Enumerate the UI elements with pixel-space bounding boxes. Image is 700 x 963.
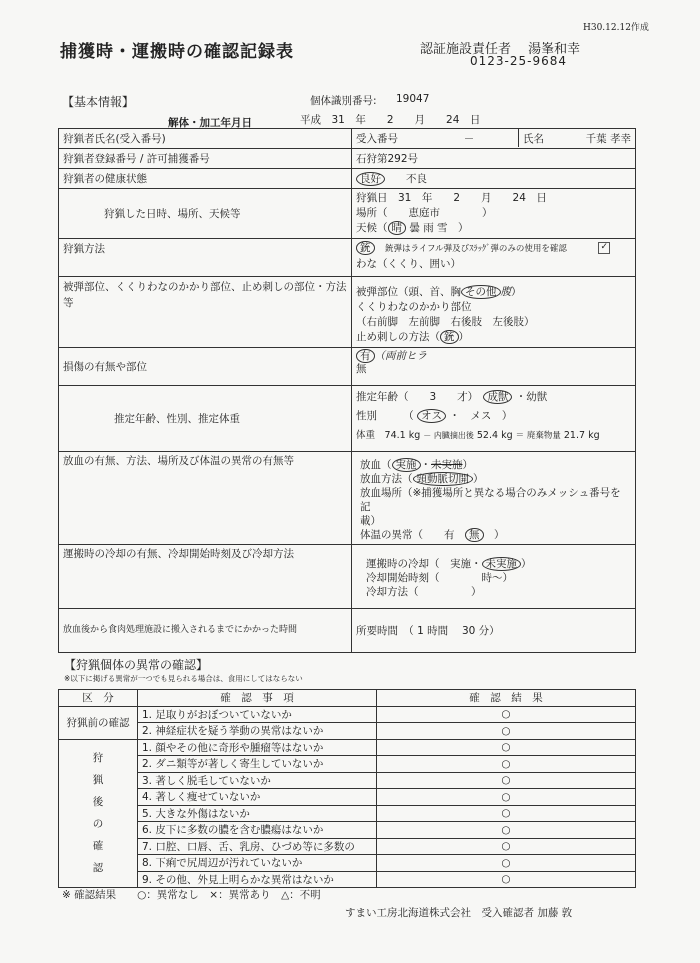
adult: 成獣 xyxy=(483,390,512,404)
injury-label: 損傷の有無や部位 xyxy=(59,348,352,386)
bleed-place: 放血場所（※捕獲場所と異なる場合のみメッシュ番号を記 xyxy=(360,487,621,513)
col-category: 区 分 xyxy=(59,690,138,707)
female: ・ メス ） xyxy=(449,410,513,422)
gun: 銃 xyxy=(356,241,375,255)
item-8: 6. 皮下に多数の膿を含む膿瘍はないか xyxy=(138,822,377,839)
item-11: 9. その他、外見上明らかな異常はないか xyxy=(138,871,377,888)
shot3: （右前脚 左前脚 右後肢 左後肢） xyxy=(356,316,535,328)
blood-label: 放血の有無、方法、場所及び体温の異常の有無等 xyxy=(59,452,352,545)
gun-note: 銃弾はライフル弾及びｽﾗｯｸﾞ弾のみの使用を確認 xyxy=(385,244,567,254)
result-8[interactable]: ○ xyxy=(377,822,636,839)
injury-no: 無 xyxy=(356,363,367,375)
result-4[interactable]: ○ xyxy=(377,756,636,773)
name-value: 千葉 孝幸 xyxy=(585,133,631,145)
item-7: 5. 大きな外傷はないか xyxy=(138,805,377,822)
phone: 0123-25-9684 xyxy=(470,54,568,68)
health-label: 狩猟者の健康状態 xyxy=(59,169,352,189)
result-1[interactable]: ○ xyxy=(377,706,636,723)
result-7[interactable]: ○ xyxy=(377,805,636,822)
cool-no: 未実施 xyxy=(482,557,522,571)
health-good: 良好 xyxy=(356,172,385,186)
injury-yes: 有 xyxy=(356,349,375,363)
est-label: 推定年齢、性別、推定体重 xyxy=(59,386,352,452)
male: オス xyxy=(417,409,446,423)
item-5: 3. 著しく脱毛していないか xyxy=(138,772,377,789)
hunt-dt-label: 狩猟した日時、場所、天候等 xyxy=(59,189,352,239)
check-table xyxy=(58,689,636,888)
post-check-label: 狩 猟 後 の 確 認 xyxy=(59,739,138,888)
bleed-method: 頸動脈切開 xyxy=(413,472,474,486)
shot-label: 被弾部位、くくりわなのかかり部位、止め刺しの部位・方法等 xyxy=(59,277,352,348)
discard-label: ＝ 廃棄物量 xyxy=(515,431,561,441)
cool-label: 運搬時の冷却の有無、冷却開始時刻及び冷却方法 xyxy=(59,545,352,609)
shot4: 止め刺しの方法（ 銃 ） xyxy=(356,331,469,343)
item-6: 4. 著しく痩せていないか xyxy=(138,789,377,806)
legend: ※ 確認結果 ○：異常なし ×：異常あり △：不明 xyxy=(62,889,321,901)
basic-section-title: 【基本情報】 xyxy=(62,95,135,109)
discard-value: 21.7 xyxy=(563,430,586,441)
young: ・幼獣 xyxy=(515,391,548,403)
basic-info-table: 狩猟者氏名(受入番号) 受入番号 － 氏名 千葉 孝幸 狩猟者登録番号 / 許可捕獲番号 石狩第292号 狩猟者の健康状態 良好 不良 狩猟した日時、場所、天候等 狩猟日 31 年 2 月 24 日 場所（ 恵庭市 ） 天候（ 晴 曇 雨 雪 ） 狩猟方法 銃 銃弾はライフル弾及びｽﾗｯｸﾞ弾のみの使用を確認 ✓ わな（くくり、囲い） 被弾部位、くくりわなのかかり部位、止め刺しの部位・方法等 被弾部位（頭、首、胸 その他 腹） くくりわなのかかり部位 （右前脚 左前脚 右後肢 左後肢） 止め刺しの方法（ 銃 ） 損傷の有無や部位 有 （両前ヒラ 無 推定年齢、性別、推定体重 推定年齢（ 3 才） 成獣 ・幼獣 性別 （ オス ・ メス ） 体重 74.1 kg － 内臓摘出後 52.4 kg ＝ 廃棄物量 21.7 kg 放血の有無、方法、場所及び体温の異常の有無等 放血（ 実施 ・未実施） 放血方法（ 頸動脈切開 ） 放血場所（※捕獲場所と異なる場合のみメッシュ番号を記 載） 体温の異常（ 有 無 ） 運搬時の冷却の有無、冷却開始時刻及び冷却方法 運搬時の冷却（ 実施・ 未実施 ） 冷却開始時刻（ 時～） 冷却方法（ ） 放血後から食肉処理施設に搬入されるまでにかかった時間 所要時間 （ 1 時間 30 分） xyxy=(58,128,636,653)
bleed-place-2: 載） xyxy=(360,515,381,527)
result-2[interactable]: ○ xyxy=(377,723,636,740)
gun-confirm-checkbox[interactable]: ✓ xyxy=(598,242,610,254)
item-9: 7. 口腔、口唇、舌、乳房、ひづめ等に多数の xyxy=(138,838,377,855)
method-label: 狩猟方法 xyxy=(59,239,352,277)
age: 推定年齢（ 3 才） xyxy=(356,391,473,403)
reception-value: － xyxy=(463,133,475,145)
result-6[interactable]: ○ xyxy=(377,789,636,806)
weight-label: 体重 xyxy=(356,430,376,441)
name-label: 氏名 xyxy=(518,129,567,147)
item-10: 8. 下痢で尻周辺が汚れていないか xyxy=(138,855,377,872)
temp-no: 無 xyxy=(465,528,484,542)
weight: 74.1 xyxy=(384,430,406,441)
place: 場所（ 恵庭市 ） xyxy=(356,207,493,219)
weather: 天候（ 晴 曇 雨 雪 ） xyxy=(356,222,469,234)
reg-value: 石狩第292号 xyxy=(352,149,636,169)
bleed-yes: 実施 xyxy=(392,458,421,472)
created-date: H30.12.12作成 xyxy=(583,23,649,33)
check-note: ※以下に掲げる異常が一つでも見られる場合は、食用にしてはならない xyxy=(64,674,303,683)
item-2: 2. 神経症状を疑う挙動の異常はないか xyxy=(138,723,377,740)
responsible: 認証施設責任者 湯峯和幸 xyxy=(420,42,581,57)
item-1: 1. 足取りがおぼついていないか xyxy=(138,706,377,723)
item-4: 2. ダニ類等が著しく寄生していないか xyxy=(138,756,377,773)
transport-value: 所要時間 （ 1 時間 30 分） xyxy=(352,609,636,653)
transport-label: 放血後から食肉処理施設に搬入されるまでにかかった時間 xyxy=(59,609,352,653)
result-9[interactable]: ○ xyxy=(377,838,636,855)
footer-signature: すまい工房北海道株式会社 受入確認者 加藤 敦 xyxy=(345,907,573,919)
date-label: 解体・加工年月日 xyxy=(168,117,252,129)
shot1: 被弾部位（頭、首、胸 その他 腹） xyxy=(356,286,522,298)
hunter-name-label: 狩猟者氏名(受入番号) xyxy=(59,129,352,149)
intestine-label: － 内臓摘出後 xyxy=(423,431,474,440)
result-3[interactable]: ○ xyxy=(377,739,636,756)
reception-label: 受入番号 xyxy=(356,133,398,145)
result-5[interactable]: ○ xyxy=(377,772,636,789)
health-bad: 不良 xyxy=(406,173,427,185)
result-10[interactable]: ○ xyxy=(377,855,636,872)
intestine-value: 52.4 xyxy=(476,430,499,441)
check-section-title: 【狩猟個体の異常の確認】 xyxy=(64,658,209,672)
id-label: 個体識別番号: xyxy=(310,95,377,107)
shot2: くくりわなのかかり部位 xyxy=(356,301,472,313)
page-title: 捕獲時・運搬時の確認記録表 xyxy=(60,42,294,62)
result-11[interactable]: ○ xyxy=(377,871,636,888)
bleed-no: 未実施 xyxy=(431,459,463,471)
id-value: 19047 xyxy=(396,93,430,105)
date-value: 平成 31 年 2 月 24 日 xyxy=(300,114,481,126)
col-item: 確 認 事 項 xyxy=(138,690,377,707)
sex-label: 性別 （ xyxy=(356,410,414,422)
trap: わな（くくり、囲い） xyxy=(356,258,461,270)
col-result: 確 認 結 果 xyxy=(377,690,636,707)
item-3: 1. 顔やその他に奇形や腫瘤等はないか xyxy=(138,739,377,756)
reg-label: 狩猟者登録番号 / 許可捕獲番号 xyxy=(59,149,352,169)
injury-note: （両前ヒラ xyxy=(374,350,427,362)
pre-check-label: 狩猟前の確認 xyxy=(59,706,138,739)
hunt-date: 狩猟日 31 年 2 月 24 日 xyxy=(356,192,547,204)
